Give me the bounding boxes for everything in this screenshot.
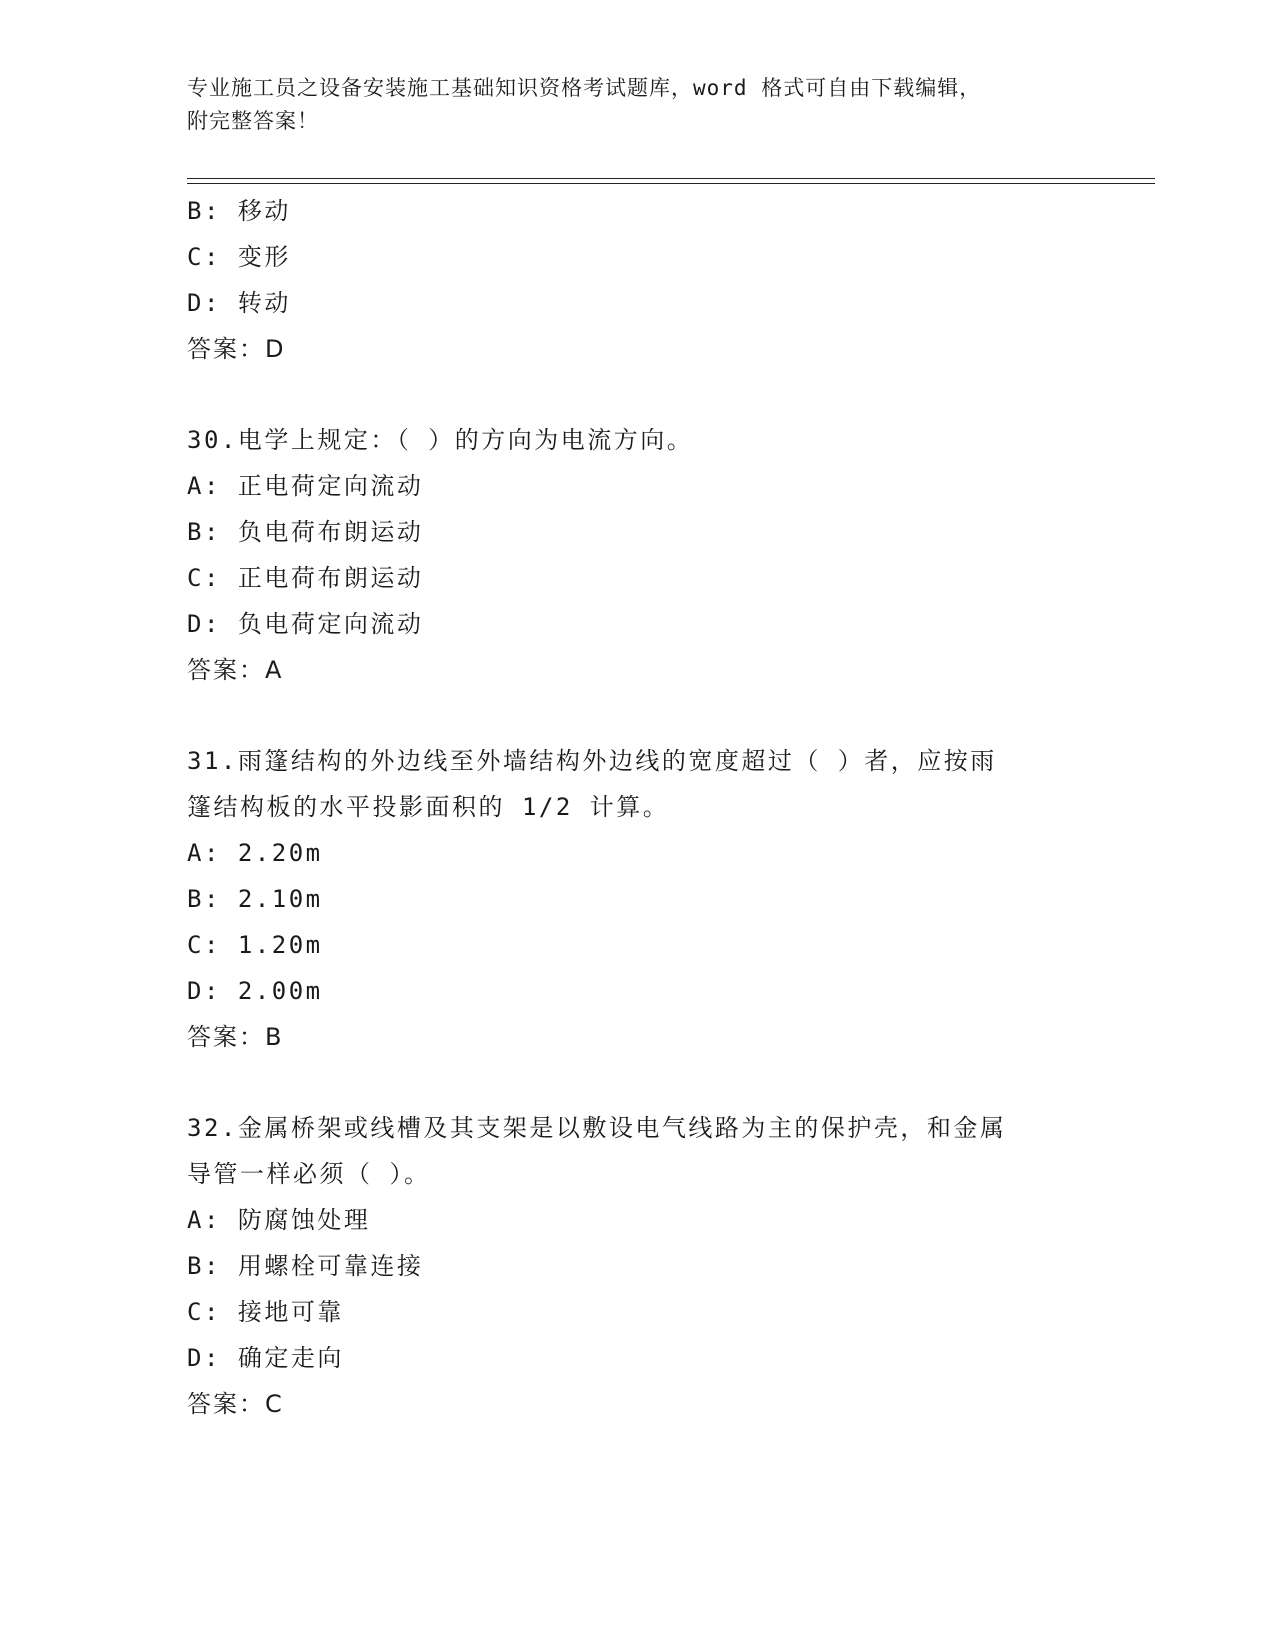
question-stem-cont: 篷结构板的水平投影面积的 1/2 计算。 bbox=[187, 793, 670, 821]
option-d: D: 2.00m bbox=[187, 977, 323, 1005]
option-d: D: 转动 bbox=[187, 289, 291, 317]
header-divider-top bbox=[187, 178, 1155, 179]
spacer bbox=[187, 1060, 1087, 1105]
option-b: B: 用螺栓可靠连接 bbox=[187, 1252, 424, 1280]
header-divider-bottom bbox=[187, 183, 1155, 184]
answer: 答案：B bbox=[187, 1023, 284, 1051]
option-c: C: 变形 bbox=[187, 243, 291, 271]
option-d: D: 确定走向 bbox=[187, 1344, 344, 1372]
option-c: C: 接地可靠 bbox=[187, 1298, 344, 1326]
question-stem: 30.电学上规定：（ ）的方向为电流方向。 bbox=[187, 426, 694, 454]
option-a: A: 防腐蚀处理 bbox=[187, 1206, 371, 1234]
option-c: C: 正电荷布朗运动 bbox=[187, 564, 424, 592]
answer: 答案：C bbox=[187, 1390, 284, 1418]
question-stem: 32.金属桥架或线槽及其支架是以敷设电气线路为主的保护壳，和金属 bbox=[187, 1114, 1007, 1142]
spacer bbox=[187, 372, 1087, 417]
page-header bbox=[187, 72, 1067, 138]
question-list bbox=[187, 188, 1087, 1427]
question-30 bbox=[187, 417, 1087, 693]
question-stem: 31.雨篷结构的外边线至外墙结构外边线的宽度超过（ ）者，应按雨 bbox=[187, 747, 997, 775]
option-a: A: 2.20m bbox=[187, 839, 323, 867]
option-c: C: 1.20m bbox=[187, 931, 323, 959]
option-a: A: 正电荷定向流动 bbox=[187, 472, 424, 500]
question-29-tail bbox=[187, 188, 1087, 372]
option-b: B: 移动 bbox=[187, 197, 291, 225]
answer: 答案：A bbox=[187, 656, 284, 684]
header-line-2: 附完整答案！ bbox=[187, 109, 319, 133]
header-line-1: 专业施工员之设备安装施工基础知识资格考试题库，word 格式可自由下载编辑， bbox=[187, 76, 982, 100]
question-31 bbox=[187, 738, 1087, 1060]
spacer bbox=[187, 693, 1087, 738]
answer: 答案：D bbox=[187, 335, 286, 363]
question-stem-cont: 导管一样必须（ ）。 bbox=[187, 1160, 431, 1188]
question-32 bbox=[187, 1105, 1087, 1427]
option-d: D: 负电荷定向流动 bbox=[187, 610, 424, 638]
option-b: B: 2.10m bbox=[187, 885, 323, 913]
option-b: B: 负电荷布朗运动 bbox=[187, 518, 424, 546]
